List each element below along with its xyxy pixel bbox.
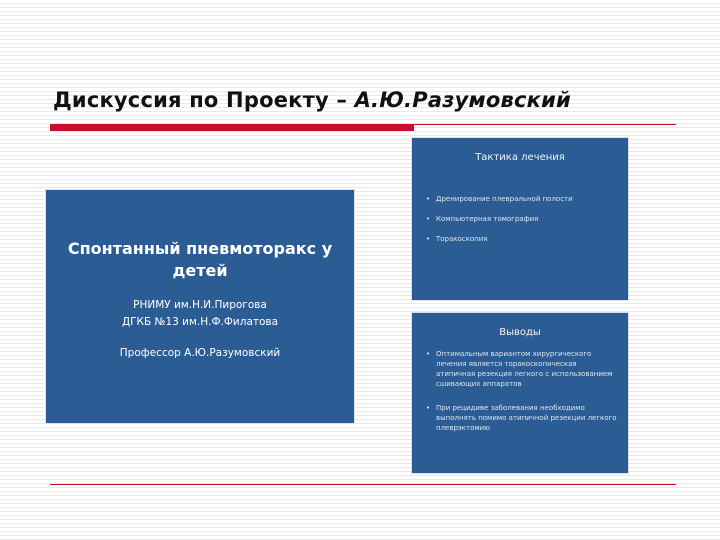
slide-title-thumbnail	[45, 189, 355, 424]
slide-conclusions-thumbnail	[411, 312, 629, 474]
conclusions-bullet-list	[426, 349, 618, 433]
list-item	[426, 234, 618, 244]
list-item	[426, 403, 618, 433]
tactics-heading: Тактика лечения	[475, 152, 565, 163]
bullet-text: Торакоскопия	[436, 235, 488, 243]
presenter-line: Профессор А.Ю.Разумовский	[119, 347, 281, 359]
footer-divider	[50, 484, 676, 485]
conclusions-heading: Выводы	[499, 327, 541, 338]
bullet-dot-icon: •	[426, 195, 431, 203]
bullet-dot-icon: •	[426, 235, 431, 243]
list-item	[426, 349, 618, 389]
list-item	[426, 214, 618, 224]
list-item	[426, 194, 618, 204]
title-prefix: Дискуссия по Проекту –	[53, 88, 355, 112]
bullet-text: Оптимальным вариантом хирургического лечения является торакоскопическая атипичная резекция легкого с использованием сшивающих аппаратов	[436, 350, 613, 388]
institution-line-1: РНИМУ им.Н.И.Пирогова	[133, 299, 267, 311]
bullet-dot-icon: •	[426, 215, 431, 223]
page-title	[53, 88, 571, 112]
tactics-bullet-list	[426, 194, 618, 244]
title-underline-thin	[414, 124, 676, 125]
bullet-dot-icon: •	[426, 350, 431, 358]
institution-line-2: ДГКБ №13 им.Н.Ф.Филатова	[121, 316, 279, 328]
title-underline-red	[50, 124, 414, 131]
bullet-dot-icon: •	[426, 404, 431, 412]
slide-tactics-thumbnail	[411, 137, 629, 301]
bullet-text: При рецидиве заболевания необходимо выполнять помимо атипичной резекции легкого плеврэктомию	[436, 404, 617, 432]
slide-title-heading: Спонтанный пневмоторакс у детей	[67, 239, 333, 280]
bullet-text: Дренирование плевральной полости	[436, 195, 573, 203]
title-author: А.Ю.Разумовский	[354, 88, 571, 112]
bullet-text: Компьютерная томография	[436, 215, 539, 223]
